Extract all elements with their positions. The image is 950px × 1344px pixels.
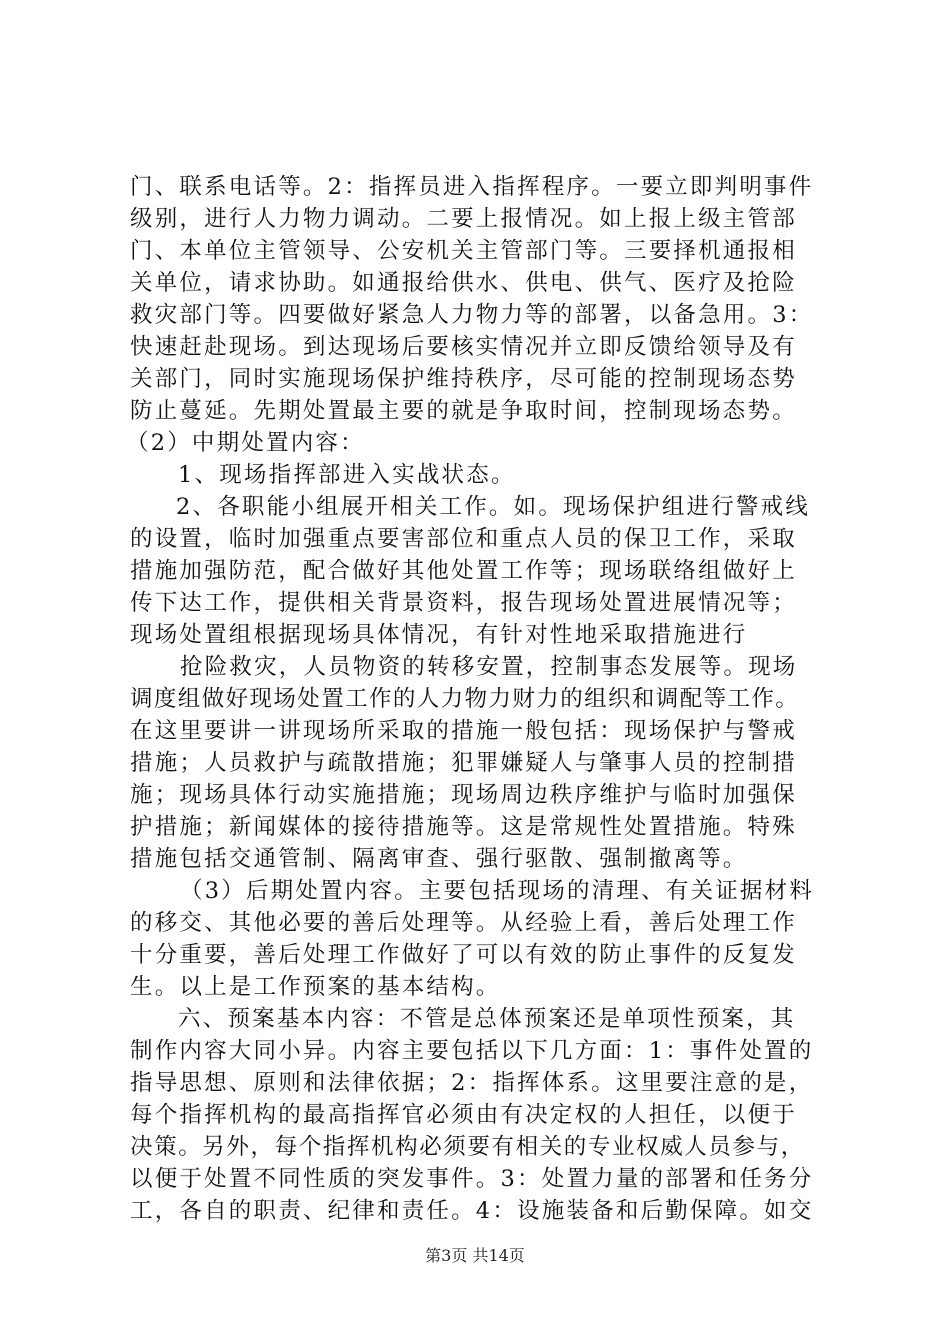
- section-heading: （2）中期处置内容：: [126, 430, 365, 456]
- text-line: 关单位，请求协助。如通报给供水、供电、供气、医疗及抢险: [130, 270, 797, 296]
- text-line: 指导思想、原则和法律依据；2：指挥体系。这里要注意的是，: [130, 1070, 814, 1096]
- text-line: 1、现场指挥部进入实战状态。: [178, 462, 516, 488]
- text-line: 门、联系电话等。2：指挥员进入指挥程序。一要立即判明事件: [130, 174, 814, 200]
- text-line: 的移交、其他必要的善后处理等。从经验上看，善后处理工作: [130, 910, 797, 936]
- text-line: 措施；人员救护与疏散措施；犯罪嫌疑人与肇事人员的控制措: [130, 750, 797, 776]
- text-line: 调度组做好现场处置工作的人力物力财力的组织和调配等工作。: [130, 686, 800, 712]
- text-line: 十分重要，善后处理工作做好了可以有效的防止事件的反复发: [130, 942, 797, 968]
- text-line: 关部门，同时实施现场保护维持秩序，尽可能的控制现场态势: [130, 366, 797, 392]
- text-line: 防止蔓延。先期处置最主要的就是争取时间，控制现场态势。: [130, 398, 797, 424]
- text-line: 制作内容大同小异。内容主要包括以下几方面：1：事件处置的: [130, 1038, 814, 1064]
- section-heading: 六、预案基本内容：不管是总体预案还是单项性预案，其: [178, 1006, 796, 1032]
- text-line: 快速赶赴现场。到达现场后要核实情况并立即反馈给领导及有: [130, 334, 797, 360]
- text-line: 2、各职能小组展开相关工作。如。现场保护组进行警戒线: [176, 494, 811, 520]
- text-line: 护措施；新闻媒体的接待措施等。这是常规性处置措施。特殊: [130, 814, 797, 840]
- text-line: 抢险救灾，人员物资的转移安置，控制事态发展等。现场: [180, 654, 798, 680]
- text-line: 救灾部门等。四要做好紧急人力物力等的部署，以备急用。3：: [130, 302, 814, 328]
- text-line: 工，各自的职责、纪律和责任。4：设施装备和后勤保障。如交: [130, 1198, 814, 1224]
- text-line: 生。以上是工作预案的基本结构。: [130, 974, 501, 1000]
- text-line: 传下达工作，提供相关背景资料，报告现场处置进展情况等；: [130, 590, 797, 616]
- text-line: 施；现场具体行动实施措施；现场周边秩序维护与临时加强保: [130, 782, 797, 808]
- page-number-footer: 第3页 共14页: [425, 1246, 525, 1265]
- text-line: 措施加强防范，配合做好其他处置工作等；现场联络组做好上: [130, 558, 797, 584]
- text-line: 级别，进行人力物力调动。二要上报情况。如上报上级主管部: [130, 206, 797, 232]
- text-line: 以便于处置不同性质的突发事件。3：处置力量的部署和任务分: [130, 1166, 814, 1192]
- text-line: 决策。另外，每个指挥机构必须要有相关的专业权威人员参与，: [130, 1134, 805, 1160]
- text-line: 在这里要讲一讲现场所采取的措施一般包括：现场保护与警戒: [130, 718, 797, 744]
- text-line: 现场处置组根据现场具体情况，有针对性地采取措施进行: [130, 622, 748, 648]
- text-line: 的设置，临时加强重点要害部位和重点人员的保卫工作，采取: [130, 526, 797, 552]
- text-line: 每个指挥机构的最高指挥官必须由有决定权的人担任，以便于: [130, 1102, 797, 1128]
- text-line: 措施包括交通管制、隔离审查、强行驱散、强制撤离等。: [130, 846, 748, 872]
- section-heading: （3）后期处置内容。主要包括现场的清理、有关证据材料: [180, 878, 815, 904]
- text-line: 门、本单位主管领导、公安机关主管部门等。三要择机通报相: [130, 238, 797, 264]
